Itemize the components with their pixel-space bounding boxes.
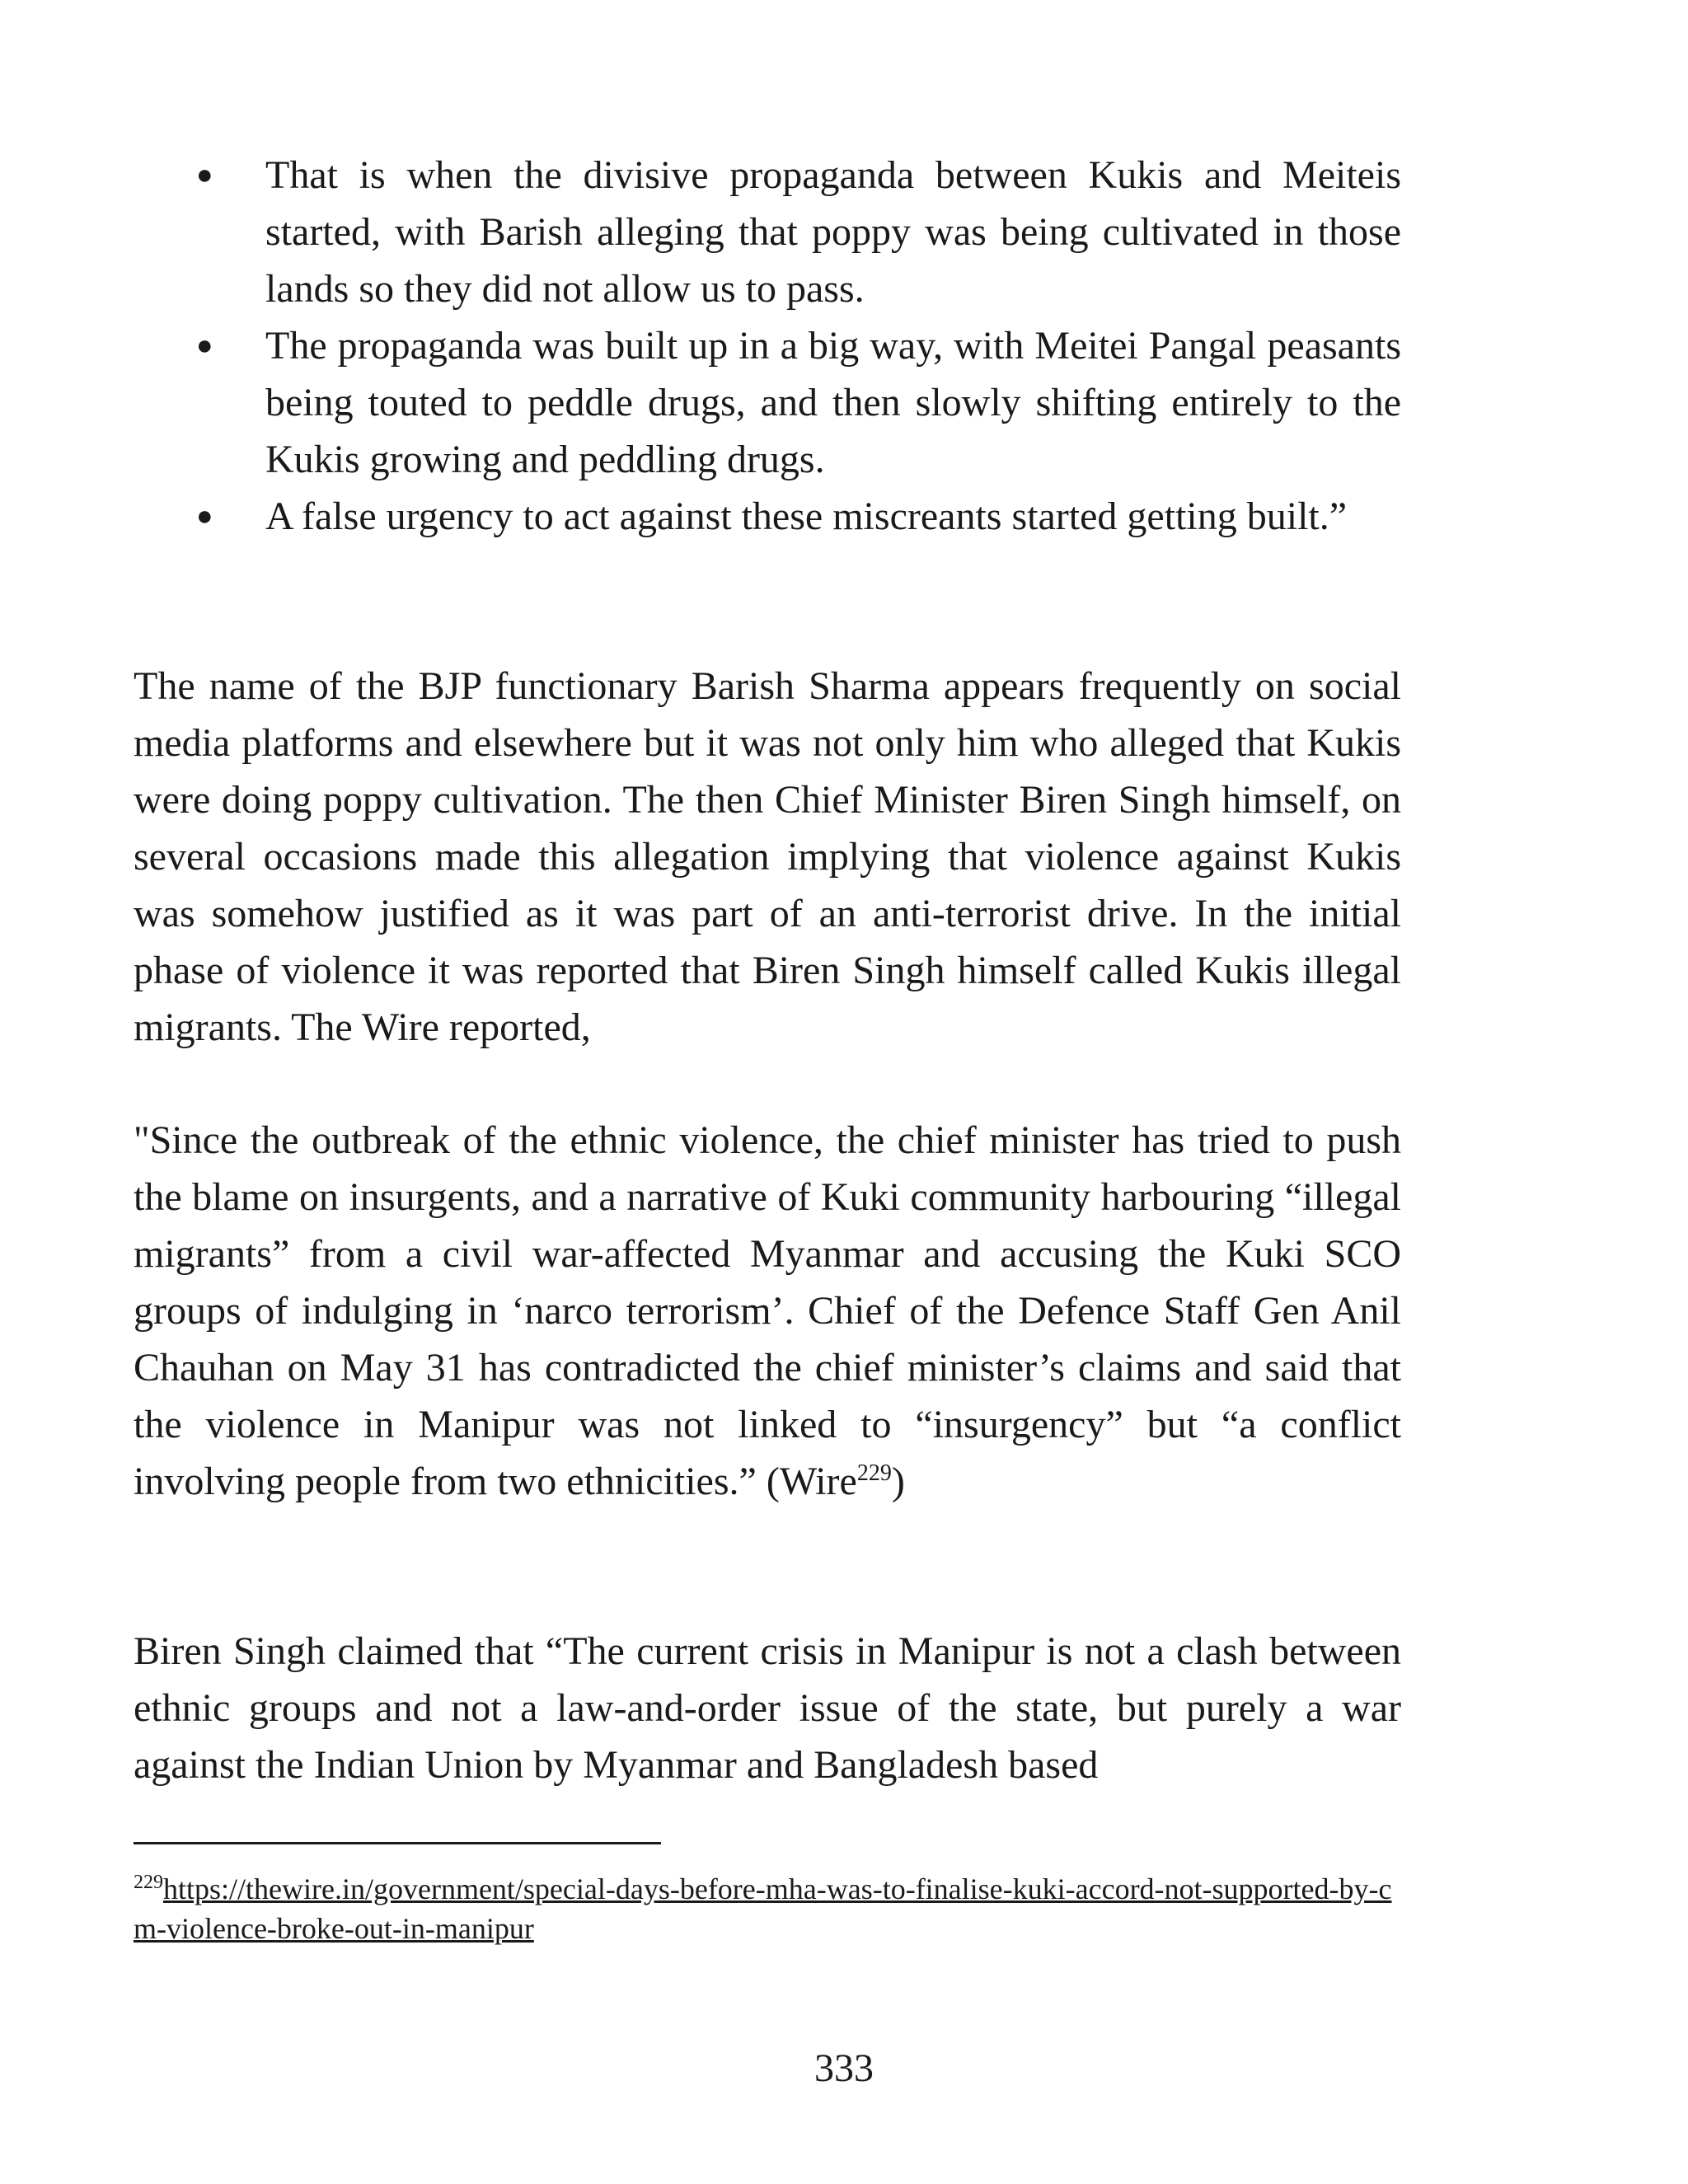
page-number: 333 [814, 2046, 874, 2090]
body-paragraph: The name of the BJP functionary Barish Sharma appears frequently on social media platforms and elsewhere but it was not only him who alleged that Kukis were doing poppy cultivation. The then Chief Minister Biren Singh himself, on several occasions made this allegation implying that violence against Kukis was somehow justified as it was part of an anti-terrorist drive. In the initial phase of violence it was reported that Biren Singh himself called Kukis illegal migrants. The Wire reported, [134, 664, 1401, 1049]
quote-close: ) [891, 1460, 905, 1503]
quote-text: "Since the outbreak of the ethnic violence, the chief minister has tried to push the blame on insurgents, and a narrative of Kuki community harbouring “illegal migrants” from a civil war-affected Myanmar and accusing the Kuki SCO groups of indulging in ‘narco terrorism’. Chief of the Defence Staff Gen Anil Chauhan on May 31 has contradicted the chief minister’s claims and said that the violence in Manipur was not linked to “insurgency” but “a conflict involving people from two ethnicities.” (Wire [134, 1118, 1401, 1503]
bullet-text: That is when the divisive propaganda between Kukis and Meiteis started, with Barish alleging that poppy was being cultivated in those lands so they did not allow us to pass. [265, 153, 1401, 311]
bullet-icon: ● [196, 501, 213, 532]
footnote-divider [134, 1842, 661, 1844]
footnote-link[interactable]: https://thewire.in/government/special-days-before-mha-was-to-finalise-kuki-accord-not-supported-by-cm-violence-broke-out-in-manipur [134, 1872, 1392, 1945]
bullet-list [190, 147, 1401, 545]
quote-paragraph [134, 1112, 1401, 1510]
footnote-number: 229 [134, 1872, 163, 1893]
list-item [190, 317, 1401, 488]
footnote-reference[interactable]: 229 [856, 1460, 892, 1486]
list-item [190, 488, 1401, 545]
bullet-text: The propaganda was built up in a big way, with Meitei Pangal peasants being touted to peddle drugs, and then slowly shifting entirely to the Kukis growing and peddling drugs. [265, 324, 1401, 481]
list-item [190, 147, 1401, 317]
bullet-icon: ● [196, 330, 213, 361]
bullet-text: A false urgency to act against these miscreants started getting built.” [265, 494, 1348, 538]
footnote [134, 1869, 1403, 1948]
body-paragraph: Biren Singh claimed that “The current crisis in Manipur is not a clash between ethnic groups and not a law-and-order issue of the state, but purely a war against the Indian Union by Myanmar and Bangladesh based [134, 1629, 1401, 1787]
bullet-icon: ● [196, 160, 213, 190]
